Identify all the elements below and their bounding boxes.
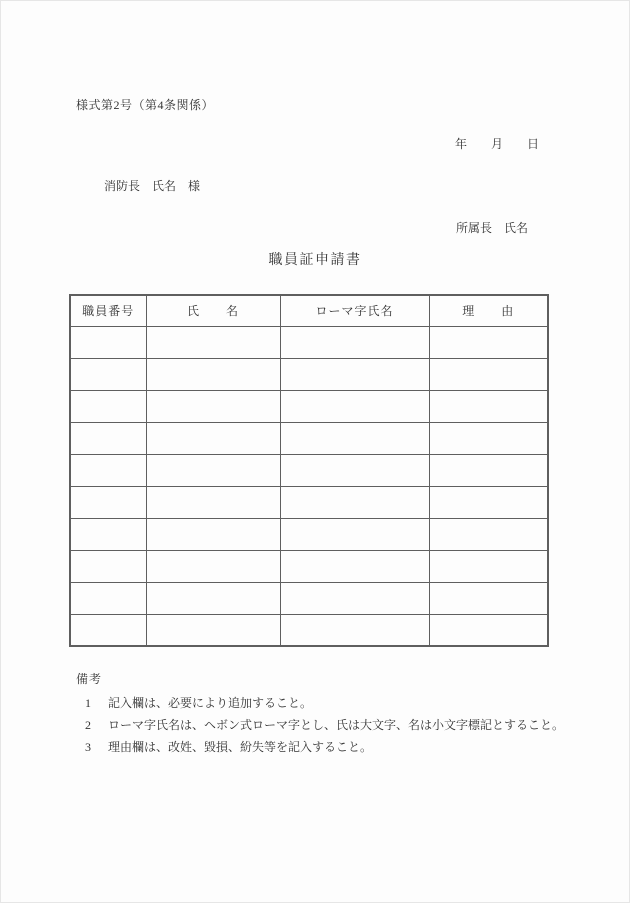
remark-note	[76, 736, 589, 758]
remarks-heading: 備考	[76, 672, 103, 686]
table-cell-empty	[280, 358, 429, 390]
table-cell-empty	[146, 614, 280, 646]
table-row	[70, 486, 548, 518]
table-cell-empty	[146, 582, 280, 614]
table-cell-empty	[429, 486, 548, 518]
table-cell-empty	[70, 486, 146, 518]
table-body	[70, 326, 548, 646]
table-cell-empty	[70, 550, 146, 582]
table-cell-empty	[280, 518, 429, 550]
remarks-section	[76, 670, 589, 758]
table-row	[70, 518, 548, 550]
table-cell-empty	[280, 486, 429, 518]
table-cell-empty	[429, 326, 548, 358]
application-table	[69, 294, 549, 647]
table-cell-empty	[70, 518, 146, 550]
table-cell-empty	[146, 518, 280, 550]
form-number: 様式第2号（第4条関係）	[76, 98, 215, 112]
note-text: 記入欄は、必要により追加すること。	[108, 696, 313, 710]
table-cell-empty	[429, 358, 548, 390]
table-row	[70, 326, 548, 358]
remarks-notes	[76, 692, 589, 758]
table-cell-empty	[70, 582, 146, 614]
addressee-line: 消防長 氏名 様	[104, 179, 201, 193]
table-cell-empty	[429, 390, 548, 422]
table-cell-empty	[146, 422, 280, 454]
page-title: 職員証申請書	[268, 253, 362, 268]
remark-note	[76, 714, 589, 736]
table-cell-empty	[429, 582, 548, 614]
table-cell-empty	[146, 358, 280, 390]
table-cell-empty	[429, 422, 548, 454]
table-row	[70, 422, 548, 454]
table-header-row	[70, 295, 548, 326]
table-cell-empty	[280, 582, 429, 614]
table-cell-empty	[280, 390, 429, 422]
table-cell-empty	[146, 390, 280, 422]
table-cell-empty	[280, 614, 429, 646]
note-number: 2	[85, 718, 91, 732]
note-number: 1	[85, 696, 91, 710]
table-cell-empty	[70, 454, 146, 486]
table-row	[70, 614, 548, 646]
table-cell-empty	[280, 550, 429, 582]
header-cell-staff-number: 職員番号	[70, 295, 146, 326]
approver-line: 所属長 氏名	[456, 221, 529, 235]
table-cell-empty	[146, 454, 280, 486]
table-cell-empty	[70, 614, 146, 646]
table-cell-empty	[429, 454, 548, 486]
table-row	[70, 550, 548, 582]
table-row	[70, 582, 548, 614]
table-cell-empty	[70, 422, 146, 454]
table-cell-empty	[146, 486, 280, 518]
table-cell-empty	[146, 326, 280, 358]
header-cell-reason: 理 由	[429, 295, 548, 326]
remark-note	[76, 692, 589, 714]
table-row	[70, 390, 548, 422]
table-cell-empty	[280, 326, 429, 358]
note-text: ローマ字氏名は、ヘボン式ローマ字とし、氏は大文字、名は小文字標記とすること。	[108, 718, 565, 732]
table-cell-empty	[280, 454, 429, 486]
table-cell-empty	[70, 390, 146, 422]
header-cell-name: 氏 名	[146, 295, 280, 326]
table-row	[70, 454, 548, 486]
note-number: 3	[85, 740, 91, 754]
table-cell-empty	[429, 550, 548, 582]
table-cell-empty	[70, 358, 146, 390]
table-cell-empty	[429, 614, 548, 646]
header-cell-roman-name: ローマ字氏名	[280, 295, 429, 326]
table-row	[70, 358, 548, 390]
table-cell-empty	[146, 550, 280, 582]
note-text: 理由欄は、改姓、毀損、紛失等を記入すること。	[108, 740, 373, 754]
table-cell-empty	[70, 326, 146, 358]
table-cell-empty	[429, 518, 548, 550]
table-cell-empty	[280, 422, 429, 454]
date-line: 年 月 日	[455, 137, 540, 151]
